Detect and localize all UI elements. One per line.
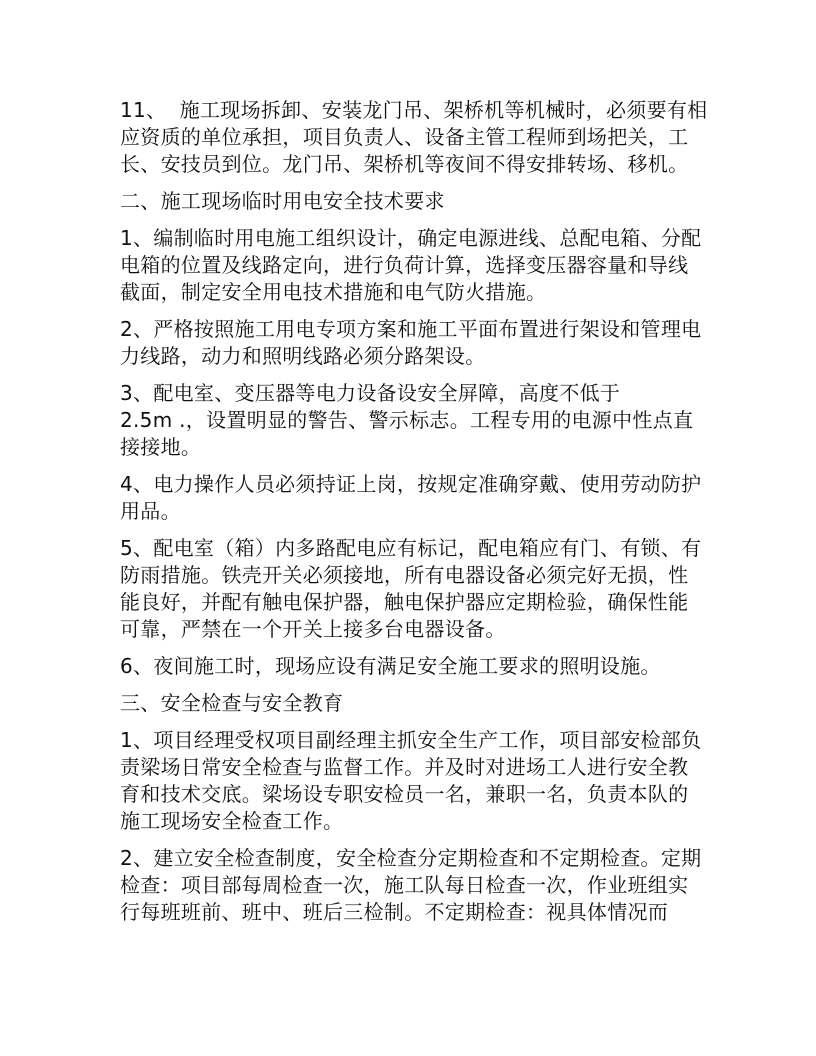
paragraph	[120, 225, 720, 306]
document-body	[120, 97, 720, 936]
text-line: 防雨措施。铁壳开关必须接地，所有电器设备必须完好无损，性	[120, 563, 689, 587]
text-line: 3、配电室、变压器等电力设备设安全屏障，高度不低于	[120, 381, 621, 405]
text-line: 二、施工现场临时用电安全技术要求	[120, 189, 445, 213]
paragraph	[120, 653, 720, 680]
text-line: 三、安全检查与安全教育	[120, 691, 344, 715]
text-line: 用品。	[120, 499, 181, 523]
text-line: 2、建立安全检查制度，安全检查分定期检查和不定期检查。定期	[120, 846, 702, 870]
text-line: 6、夜间施工时，现场应设有满足安全施工要求的照明设施。	[120, 654, 661, 678]
text-line: 检查：项目部每周检查一次，施工队每日检查一次，作业班组实	[120, 873, 689, 897]
paragraph	[120, 316, 720, 370]
paragraph	[120, 380, 720, 461]
text-line: 电箱的位置及线路定向，进行负荷计算，选择变压器容量和导线	[120, 253, 689, 277]
text-line: 4、电力操作人员必须持证上岗，按规定准确穿戴、使用劳动防护	[120, 472, 702, 496]
section-heading	[120, 690, 720, 717]
paragraph	[120, 471, 720, 525]
text-line: 施工现场安全检查工作。	[120, 809, 344, 833]
text-line: 5、配电室（箱）内多路配电应有标记，配电箱应有门、有锁、有	[120, 536, 702, 560]
section-heading	[120, 188, 720, 215]
text-line: 长、安技员到位。龙门吊、架桥机等夜间不得安排转场、移机。	[120, 152, 689, 176]
paragraph	[120, 97, 720, 178]
paragraph	[120, 727, 720, 835]
text-line: 2.5m .，设置明显的警告、警示标志。工程专用的电源中性点直	[120, 408, 694, 432]
text-line: 2、严格按照施工用电专项方案和施工平面布置进行架设和管理电	[120, 317, 702, 341]
text-line: 能良好，并配有触电保护器，触电保护器应定期检验，确保性能	[120, 590, 689, 614]
text-line: 行每班班前、班中、班后三检制。不定期检查：视具体情况而	[120, 900, 669, 924]
text-line: 可靠，严禁在一个开关上接多台电器设备。	[120, 617, 506, 641]
text-line: 接接地。	[120, 435, 202, 459]
text-line: 11、 施工现场拆卸、安装龙门吊、架桥机等机械时，必须要有相	[120, 98, 708, 122]
text-line: 1、编制临时用电施工组织设计，确定电源进线、总配电箱、分配	[120, 226, 702, 250]
text-line: 截面，制定安全用电技术措施和电气防火措施。	[120, 280, 547, 304]
paragraph	[120, 535, 720, 643]
text-line: 1、项目经理受权项目副经理主抓安全生产工作，项目部安检部负	[120, 728, 702, 752]
paragraph	[120, 845, 720, 926]
text-line: 力线路，动力和照明线路必须分路架设。	[120, 344, 486, 368]
text-line: 应资质的单位承担，项目负责人、设备主管工程师到场把关，工	[120, 125, 689, 149]
text-line: 育和技术交底。梁场设专职安检员一名，兼职一名，负责本队的	[120, 782, 689, 806]
text-line: 责梁场日常安全检查与监督工作。并及时对进场工人进行安全教	[120, 755, 689, 779]
